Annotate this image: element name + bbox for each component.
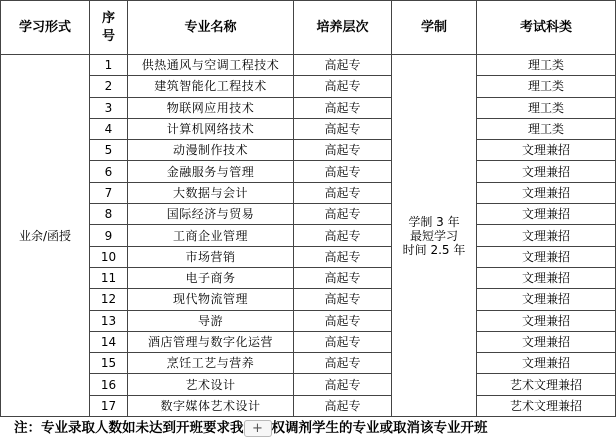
duration-line: 时间 2.5 年 (402, 242, 466, 257)
table-row (1, 204, 616, 225)
exam-category: 理工类 (477, 118, 616, 139)
header-row (1, 1, 616, 55)
row-number: 13 (90, 310, 128, 331)
row-number: 2 (90, 76, 128, 97)
training-level: 高起专 (294, 97, 392, 118)
training-level: 高起专 (294, 140, 392, 161)
row-number: 8 (90, 204, 128, 225)
program-name: 工商企业管理 (128, 225, 294, 246)
program-name: 电子商务 (128, 267, 294, 288)
header-level: 培养层次 (294, 1, 392, 55)
training-level: 高起专 (294, 246, 392, 267)
table-row (1, 374, 616, 395)
exam-category: 文理兼招 (477, 353, 616, 374)
row-number: 17 (90, 395, 128, 416)
row-number: 3 (90, 97, 128, 118)
program-name: 动漫制作技术 (128, 140, 294, 161)
table-row (1, 331, 616, 352)
table-row (1, 182, 616, 203)
table-row (1, 97, 616, 118)
training-level: 高起专 (294, 267, 392, 288)
exam-category: 文理兼招 (477, 246, 616, 267)
table-row (1, 55, 616, 76)
training-level: 高起专 (294, 204, 392, 225)
header-no: 序号 (90, 1, 128, 55)
exam-category: 文理兼招 (477, 182, 616, 203)
program-name: 现代物流管理 (128, 289, 294, 310)
row-number: 11 (90, 267, 128, 288)
training-level: 高起专 (294, 289, 392, 310)
program-name: 数字媒体艺术设计 (128, 395, 294, 416)
table-row (1, 161, 616, 182)
duration-line: 学制 3 年 (408, 214, 460, 229)
header-exam: 考试科类 (477, 1, 616, 55)
exam-category: 文理兼招 (477, 161, 616, 182)
exam-category: 文理兼招 (477, 331, 616, 352)
footnote-text-end: 权调剂学生的专业或取消该专业开班 (271, 420, 488, 436)
row-number: 1 (90, 55, 128, 76)
duration-cell (392, 55, 477, 417)
row-number: 15 (90, 353, 128, 374)
training-level: 高起专 (294, 225, 392, 246)
exam-category: 文理兼招 (477, 225, 616, 246)
row-number: 14 (90, 331, 128, 352)
exam-category: 理工类 (477, 97, 616, 118)
add-tab-button[interactable]: + (244, 420, 272, 437)
table-row (1, 353, 616, 374)
row-number: 5 (90, 140, 128, 161)
training-level: 高起专 (294, 76, 392, 97)
exam-category: 文理兼招 (477, 289, 616, 310)
program-name: 物联网应用技术 (128, 97, 294, 118)
exam-category: 艺术文理兼招 (477, 395, 616, 416)
header-mode: 学习形式 (1, 1, 90, 55)
program-name: 供热通风与空调工程技术 (128, 55, 294, 76)
row-number: 12 (90, 289, 128, 310)
row-number: 4 (90, 118, 128, 139)
training-level: 高起专 (294, 395, 392, 416)
row-number: 7 (90, 182, 128, 203)
footnote (14, 419, 614, 438)
duration-line: 最短学习 (409, 228, 458, 243)
training-level: 高起专 (294, 161, 392, 182)
table-row (1, 140, 616, 161)
exam-category: 文理兼招 (477, 267, 616, 288)
training-level: 高起专 (294, 331, 392, 352)
training-level: 高起专 (294, 374, 392, 395)
training-level: 高起专 (294, 353, 392, 374)
program-name: 大数据与会计 (128, 182, 294, 203)
program-name: 建筑智能化工程技术 (128, 76, 294, 97)
header-duration: 学制 (392, 1, 477, 55)
program-name: 酒店管理与数字化运营 (128, 331, 294, 352)
exam-category: 艺术文理兼招 (477, 374, 616, 395)
table-row (1, 289, 616, 310)
training-level: 高起专 (294, 182, 392, 203)
exam-category: 文理兼招 (477, 310, 616, 331)
program-name: 艺术设计 (128, 374, 294, 395)
table-row (1, 310, 616, 331)
training-level: 高起专 (294, 310, 392, 331)
table-body (1, 55, 616, 417)
exam-category: 文理兼招 (477, 140, 616, 161)
table-row (1, 118, 616, 139)
program-name: 国际经济与贸易 (128, 204, 294, 225)
row-number: 16 (90, 374, 128, 395)
program-name: 计算机网络技术 (128, 118, 294, 139)
study-mode-cell: 业余/函授 (1, 55, 90, 417)
row-number: 10 (90, 246, 128, 267)
program-name: 金融服务与管理 (128, 161, 294, 182)
table-row (1, 246, 616, 267)
exam-category: 理工类 (477, 55, 616, 76)
program-name: 烹饪工艺与营养 (128, 353, 294, 374)
program-name: 市场营销 (128, 246, 294, 267)
table-row (1, 267, 616, 288)
row-number: 6 (90, 161, 128, 182)
table-row (1, 76, 616, 97)
training-level: 高起专 (294, 118, 392, 139)
table-row (1, 395, 616, 416)
program-name: 导游 (128, 310, 294, 331)
row-number: 9 (90, 225, 128, 246)
exam-category: 文理兼招 (477, 204, 616, 225)
header-name: 专业名称 (128, 1, 294, 55)
training-level: 高起专 (294, 55, 392, 76)
table-row (1, 225, 616, 246)
exam-category: 理工类 (477, 76, 616, 97)
footnote-text-start: 注：专业录取人数如未达到开班要求我 (14, 420, 244, 436)
